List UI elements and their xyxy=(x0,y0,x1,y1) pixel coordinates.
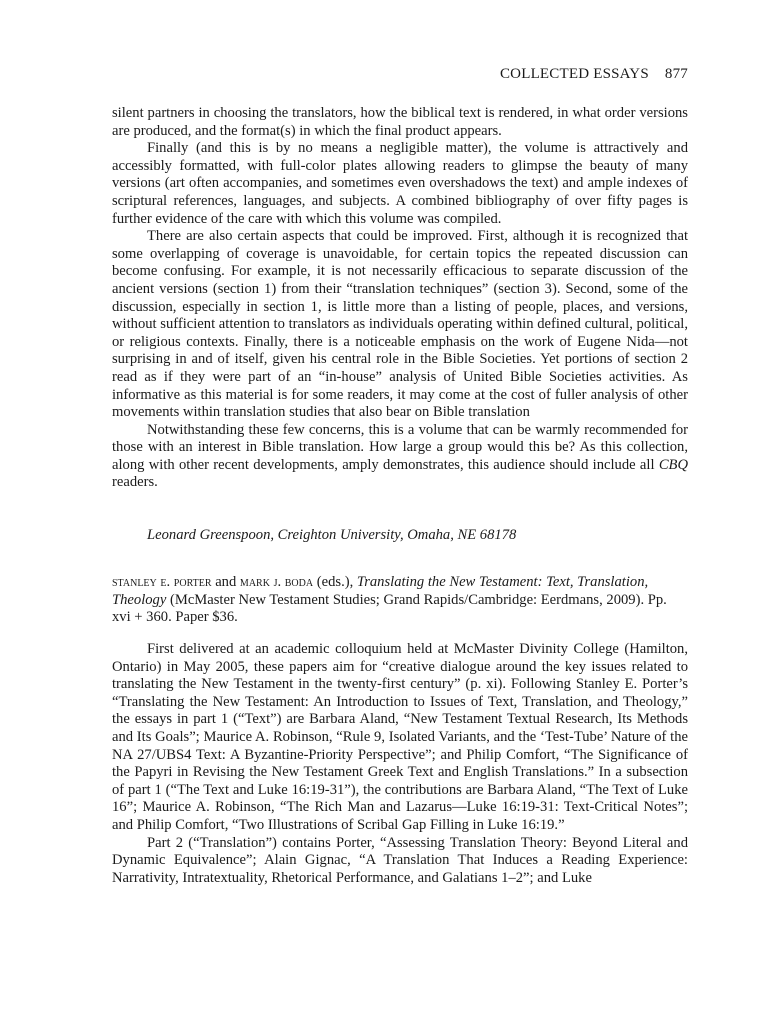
running-title: COLLECTED ESSAYS xyxy=(499,66,649,82)
review-paragraph-2: Finally (and this is by no means a negligible matter), the volume is attractively and accessibly formatted, with full-color plates allowing readers to glimpse the beauty of many versions (art often accompanies, and sometimes even overshadows the text) and ample indexes of scriptural references, languages, and subjects. A combined bibliography of over fifty pages is further evidence of the care with which this volume was compiled. xyxy=(112,140,688,227)
review-paragraph-3: There are also certain aspects that could be improved. First, although it is recognized that some overlapping of coverage is unavoidable, for certain topics the repeated discussion can become confusing. For example, it is not necessarily efficacious to separate discussion of the ancient versions (section 1) from their “translation techniques” (section 3). Second, some of the discussion, especially in section 1, is little more than a listing of people, places, and versions, without sufficient attention to translators as individuals operating within defined cultural, political, or religious contexts. Finally, there is a noticeable emphasis on the work of Eugene Nida—not surprising in and of itself, given his central role in the Bible Societies. Yet portions of section 2 read as if they were part of an “in-house” analysis of United Bible Societies activities. As informative as this material is for some readers, it may come at the cost of fuller analysis of other movements within translation studies that also bear on Bible translation xyxy=(112,228,688,421)
author-1: stanley e. porter xyxy=(112,574,212,590)
journal-abbrev: CBQ xyxy=(658,456,688,473)
review-paragraph-1: silent partners in choosing the translators, how the biblical text is rendered, in what order versions are produced, and the format(s) in which the final product appears. xyxy=(112,105,688,139)
reviewer-signature: Leonard Greenspoon, Creighton University, Omaha, NE 68178 xyxy=(147,527,517,543)
bibliographic-entry xyxy=(112,574,688,627)
author-2: mark j. boda xyxy=(239,574,314,590)
author-conjunction: and xyxy=(211,574,240,590)
review-paragraph-4 xyxy=(112,422,688,492)
paragraph-4-text: Notwithstanding these few concerns, this is a volume that can be warmly recommended for those with an interest in Bible translation. How large a group would this be? As this collection, along with other recent developments, amply demonstrates, this audience should include all xyxy=(112,421,688,473)
page-number: 877 xyxy=(664,66,688,82)
book-title: Translating the New Testament: Text, Translation, Theology xyxy=(112,574,649,608)
paragraph-4-end: readers. xyxy=(112,474,158,491)
second-review-paragraph-1: First delivered at an academic colloquium held at McMaster Divinity College (Hamilton, Ontario) in May 2005, these papers aim for “creative dialogue around the key issues related to translating the New Testament in the twenty-first century” (p. xi). Following Stanley E. Porter’s “Translating the New Testament: An Introduction to Issues of Text, Translation, and Theology,” the essays in part 1 (“Text”) are Barbara Aland, “New Testament Textual Research, Its Methods and Its Goals”; Maurice A. Robinson, “Rule 9, Isolated Variants, and the ‘Test-Tube’ Nature of the NA 27/UBS4 Text: A Byzantine-Priority Perspective”; and Philip Comfort, “The Significance of the Papyri in Revising the New Testament Greek Text and English Translations.” In a subsection of part 1 (“The Text and Luke 16:19-31”), the contributions are Barbara Aland, “The Text of Luke 16”; Maurice A. Robinson, “The Rich Man and Lazarus—Luke 16:19-31: Text-Critical Notes”; and Philip Comfort, “Two Illustrations of Scribal Gap Filling in Luke 16:19.” xyxy=(112,641,688,833)
review-body xyxy=(112,105,688,492)
editors-label: (eds.), xyxy=(313,574,357,590)
publication-info: (McMaster New Testament Studies; Grand Rapids/Cambridge: Eerdmans, 2009). Pp. xvi + 360. Paper $36. xyxy=(112,591,667,626)
second-review-body xyxy=(112,641,688,887)
second-review-paragraph-2: Part 2 (“Translation”) contains Porter, “Assessing Translation Theory: Beyond Literal and Dynamic Equivalence”; Alain Gignac, “A Translation That Induces a Reading Experience: Narrativity, Intratextuality, Rhetorical Performance, and Galatians 1–2”; and Luke xyxy=(112,834,688,886)
running-head xyxy=(500,66,688,84)
